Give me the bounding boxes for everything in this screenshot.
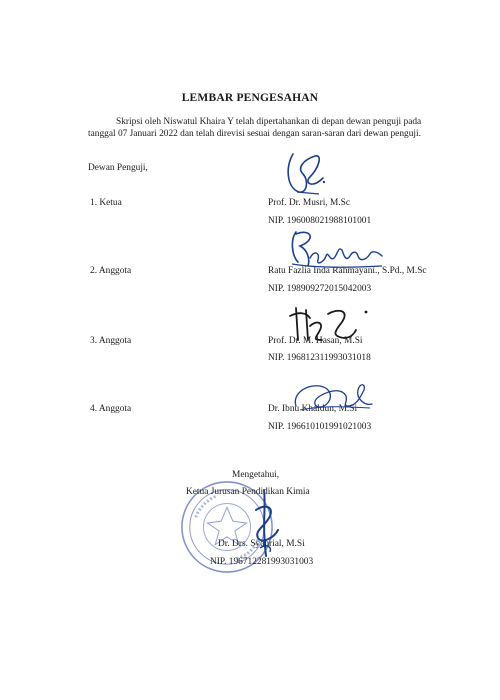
examiner-name-3: Prof. Dr. M. Hasan, M.Si (268, 336, 363, 346)
signature-3-icon (284, 300, 374, 350)
examiner-nip-2: NIP. 198909272015042003 (268, 284, 372, 294)
signature-1-icon (283, 148, 343, 198)
signature-4-icon (290, 376, 380, 416)
examiner-name-4: Dr. Ibnu Khaldun, M.Si (268, 404, 358, 414)
examiner-name-2: Ratu Fazlia Inda Rahmayani., S.Pd., M.Sc (268, 266, 427, 276)
examiner-nip-3: NIP. 196812311993031018 (268, 353, 371, 363)
signature-head-icon (240, 486, 290, 566)
page-title: LEMBAR PENGESAHAN (181, 92, 319, 104)
examiner-nip-1: NIP. 196008021988101001 (268, 216, 372, 226)
head-name: Dr. Drs. Syahrial, M.Si (218, 539, 305, 549)
examiner-name-1: Prof. Dr. Musri, M.Sc (268, 198, 351, 208)
examiner-role-2: 2. Anggota (90, 266, 132, 276)
approval-statement (88, 116, 426, 141)
approval-position: Ketua Jurusan Pendidikan Kimia (186, 487, 310, 497)
examiner-role-4: 4. Anggota (90, 404, 132, 414)
examiner-role-3: 3. Anggota (90, 336, 132, 346)
head-nip: NIP. 196712281993031003 (210, 557, 314, 567)
board-label: Dewan Penguji, (88, 163, 148, 173)
signature-2-icon (286, 226, 386, 276)
examiner-nip-4: NIP. 196610101991021003 (268, 422, 372, 432)
examiner-role-1: 1. Ketua (90, 198, 122, 208)
statement-text: Skripsi oleh Niswatul Khaira Y telah dipertahankan di depan dewan penguji pada tanggal 07 Januari 2022 dan telah direvisi sesuai dengan saran-saran dari dewan penguji. (88, 117, 422, 140)
approval-label: Mengetahui, (232, 470, 280, 480)
